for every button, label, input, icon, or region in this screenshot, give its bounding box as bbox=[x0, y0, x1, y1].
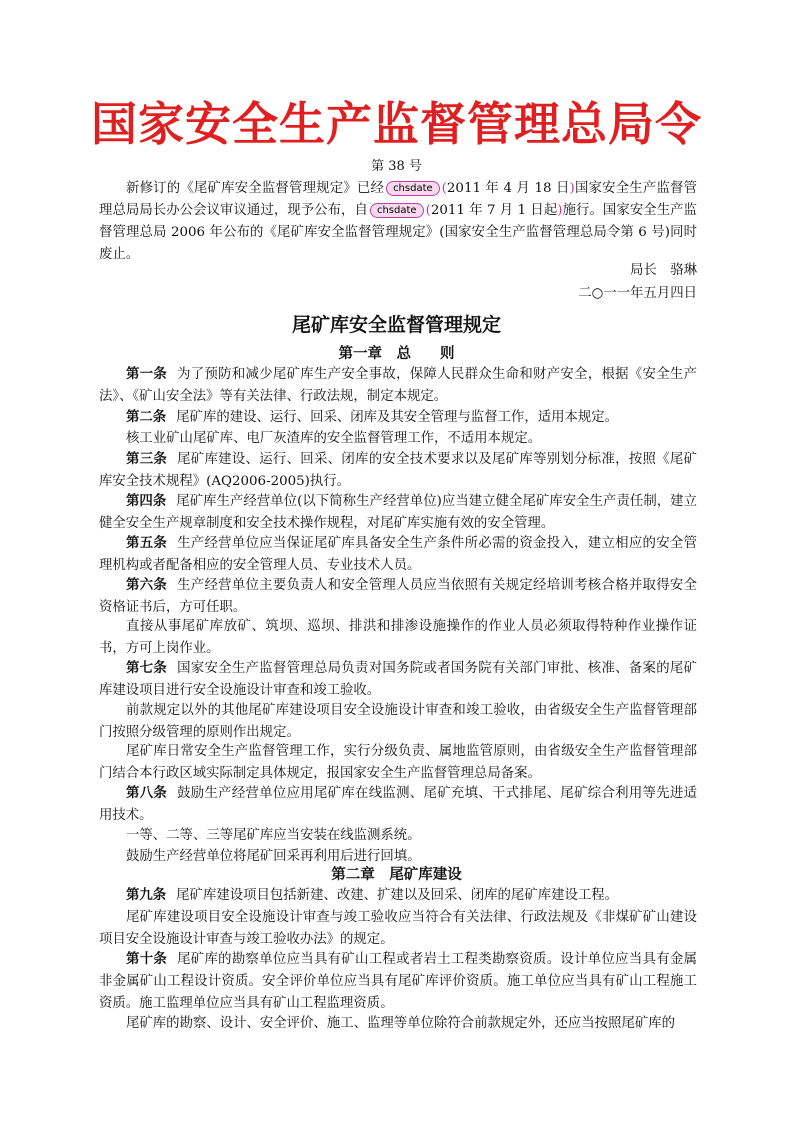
article-2-paragraph-2: 核工业矿山尾矿库、电厂灰渣库的安全监督管理工作，不适用本规定。 bbox=[126, 431, 542, 446]
chsdate-tag[interactable]: chsdate bbox=[386, 181, 440, 196]
chapter-2-heading: 第二章 尾矿库建设 bbox=[331, 867, 462, 883]
article-8: 第八条 鼓励生产经营单位应用尾矿库在线监测、尾矿充填、干式排尾、尾矿综合利用等先进适用技术。 bbox=[99, 786, 698, 823]
article-10: 第十条 尾矿库的勘察单位应当具有矿山工程或者岩土工程类勘察资质。设计单位应当具有金属非金属矿山工程设计资质。安全评价单位应当具有尾矿库评价资质。施工单位应当具有矿山工程施工资质。施工监理单位应当具有矿山工程监理资质。 bbox=[99, 952, 698, 1011]
effective-date: 2011 年 7 月 1 日起 bbox=[430, 203, 558, 218]
article-label: 第四条 bbox=[126, 494, 167, 509]
article-6-paragraph-2: 直接从事尾矿库放矿、筑坝、巡坝、排洪和排渗设施操作的作业人员必须取得特种作业操作证书，方可上岗作业。 bbox=[99, 619, 697, 656]
article-5: 第五条 生产经营单位应当保证尾矿库具备安全生产条件所必需的资金投入，建立相应的安全管理机构或者配备相应的安全管理人员、专业技术人员。 bbox=[99, 536, 698, 573]
adoption-date: 2011 年 4 月 18 日 bbox=[446, 181, 570, 196]
article-9: 第九条 尾矿库建设项目包括新建、改建、扩建以及回采、闭库的尾矿库建设工程。 bbox=[126, 888, 619, 903]
article-4: 第四条 尾矿库生产经营单位(以下简称生产经营单位)应当建立健全尾矿库安全生产责任制，建立健全安全生产规章制度和安全技术操作规程，对尾矿库实施有效的安全管理。 bbox=[99, 494, 697, 531]
article-label: 第二条 bbox=[126, 410, 167, 425]
article-8-paragraph-3: 鼓励生产经营单位将尾矿回采再利用后进行回填。 bbox=[126, 849, 421, 864]
sign-date: 二○一一年五月四日 bbox=[578, 286, 697, 301]
article-label: 第八条 bbox=[126, 786, 168, 801]
chapter-1-heading: 第一章 总 则 bbox=[338, 346, 455, 362]
article-label: 第六条 bbox=[126, 578, 168, 593]
article-label: 第七条 bbox=[126, 661, 168, 676]
decree-title: 国家安全生产监督管理总局令 bbox=[91, 97, 702, 151]
article-7-paragraph-3: 尾矿库日常安全生产监督管理工作，实行分级负责、属地监管原则，由省级安全生产监督管理部门结合本行政区域实际制定具体规定，报国家安全生产监督管理总局备案。 bbox=[99, 744, 697, 781]
article-label: 第一条 bbox=[126, 367, 168, 382]
article-2: 第二条 尾矿库的建设、运行、回采、闭库及其安全管理与监督工作，适用本规定。 bbox=[126, 410, 619, 425]
regulation-title: 尾矿库安全监督管理规定 bbox=[291, 314, 501, 336]
article-6: 第六条 生产经营单位主要负责人和安全管理人员应当依照有关规定经培训考核合格并取得安全资格证书后，方可任职。 bbox=[99, 578, 698, 615]
article-9-paragraph-2: 尾矿库建设项目安全设施设计审查与竣工验收应当符合有关法律、行政法规及《非煤矿矿山建设项目安全设施设计审查与竣工验收办法》的规定。 bbox=[99, 910, 697, 947]
article-7-paragraph-2: 前款规定以外的其他尾矿库建设项目安全设施设计审查和竣工验收，由省级安全生产监督管理部门按照分级管理的原则作出规定。 bbox=[99, 703, 697, 740]
article-10-paragraph-2: 尾矿库的勘察、设计、安全评价、施工、监理等单位除符合前款规定外，还应当按照尾矿库的 bbox=[126, 1016, 676, 1031]
article-3: 第三条 尾矿库建设、运行、回采、闭库的安全技术要求以及尾矿库等别划分标准，按照《尾矿库安全技术规程》(AQ2006-2005)执行。 bbox=[99, 452, 698, 489]
article-8-paragraph-2: 一等、二等、三等尾矿库应当安装在线监测系统。 bbox=[126, 828, 421, 843]
chsdate-tag[interactable]: chsdate bbox=[370, 203, 424, 218]
intro-paragraph: 新修订的《尾矿库安全监督管理规定》已经 chsdate (2011 年 4 月 18 日)国家安全生产监督管理总局局长办公会议审议通过，现予公布，自 chsdate (2011 年 7 月 1 日起)施行。国家安全生产监督管理总局 2006 年公布的《尾矿库安全监督管理规定》(国家安全生产监督管理总局令第 6 号)同时废止。 bbox=[99, 181, 698, 262]
order-number: 第 38 号 bbox=[371, 159, 422, 174]
article-label: 第九条 bbox=[126, 888, 167, 903]
signer: 局长 骆琳 bbox=[630, 263, 697, 278]
article-label: 第五条 bbox=[126, 536, 168, 551]
article-label: 第三条 bbox=[126, 452, 168, 467]
article-7: 第七条 国家安全生产监督管理总局负责对国务院或者国务院有关部门审批、核准、备案的尾矿库建设项目进行安全设施设计审查和竣工验收。 bbox=[99, 661, 698, 698]
article-label: 第十条 bbox=[126, 952, 168, 967]
article-1: 第一条 为了预防和减少尾矿库生产安全事故，保障人民群众生命和财产安全，根据《安全生产法》、《矿山安全法》等有关法律、行政法规，制定本规定。 bbox=[99, 367, 698, 404]
